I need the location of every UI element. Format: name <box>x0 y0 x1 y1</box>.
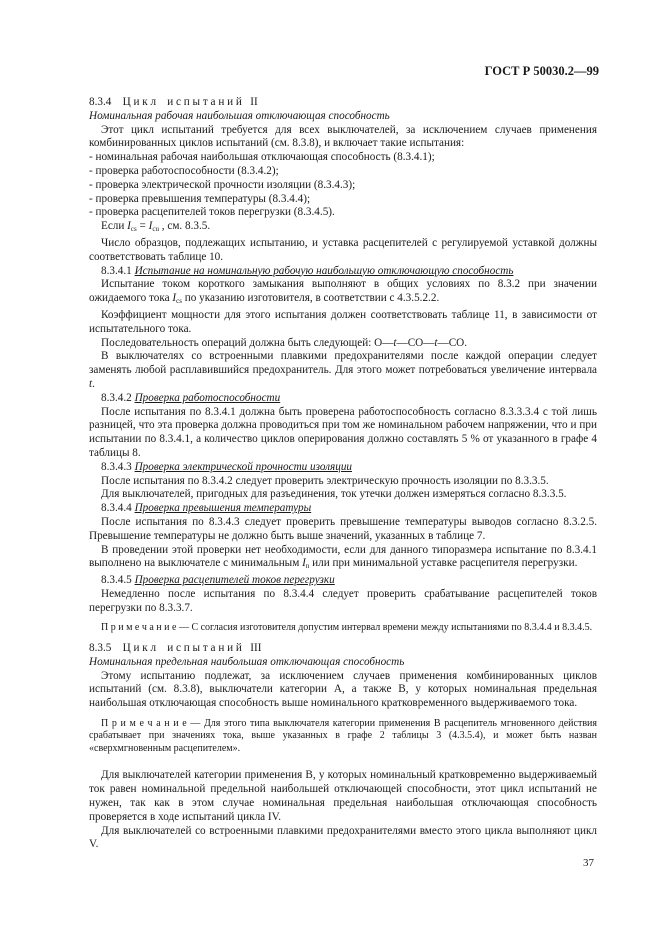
paragraph <box>89 350 597 391</box>
time-symbol: t <box>393 336 397 349</box>
list-item: - проверка превышения температуры (8.3.4.4); <box>89 192 311 205</box>
subsection-title: Проверка работоспособности <box>134 391 281 404</box>
section-heading-text: 8.3.5 Ц и к л и с п ы т а н и й III <box>89 641 262 654</box>
paragraph: Коэффициент мощности для этого испытания должен соответствовать таблице 11, в зависимости от испытательного тока. <box>89 308 597 335</box>
text-fragment: , см. 8.3.5. <box>159 220 211 233</box>
spacer <box>89 755 597 762</box>
paragraph: После испытания по 8.3.4.1 должна быть проверена работоспособность согласно 8.3.3.3.4 с той лишь разницей, что эта проверка должна проводиться при том же номинальном рабочем напряжении, что и при испытании по 8.3.4.1, а количество циклов оперирования должно составлять 5 % от указанного в графе 4 таблицы 8. <box>89 405 597 459</box>
spacer <box>89 711 597 718</box>
test-list <box>89 151 597 220</box>
text-fragment: —СО. <box>437 336 468 349</box>
text-fragment: = <box>136 220 149 233</box>
time-symbol: t <box>434 336 438 349</box>
list-item: - номинальная рабочая наибольшая отключающая способность (8.3.4.1); <box>89 151 435 164</box>
spacer <box>89 762 597 769</box>
paragraph-sequence <box>89 337 597 351</box>
section-heading-8-3-5 <box>89 642 597 656</box>
subsection-number: 8.3.4.1 <box>101 264 135 277</box>
note <box>89 718 597 756</box>
paragraph <box>89 278 597 309</box>
subsection-heading-8-3-4-5 <box>89 574 597 588</box>
list-item: - проверка расцепителей токов перегрузки (8.3.4.5). <box>89 206 335 219</box>
text-fragment: Испытание током короткого замыкания выполняют в общих условиях по 8.3.2 при значении ожидаемого тока <box>89 278 597 305</box>
list-item: - проверка работоспособности (8.3.4.2); <box>89 164 279 177</box>
note-text: — С согласия изготовителя допустим интервал времени между испытаниями по 8.3.4.4 и 8.3.4.5. <box>176 622 593 634</box>
subsection-heading-8-3-4-1 <box>89 265 597 279</box>
subsection-heading-8-3-4-4 <box>89 502 597 516</box>
text-fragment: В проведении этой проверки нет необходимости, если для данного типоразмера испытание по 8.3.4.1 выполнено на выключателе с минимальным <box>89 543 597 570</box>
subsection-title: Проверка превышения температуры <box>134 502 312 515</box>
paragraph-intro: Этот цикл испытаний требуется для всех выключателей, за исключением случаев применения комбинированных циклов испытаний (см. 8.3.8), и включает такие испытания: <box>89 123 597 150</box>
current-symbol: I <box>148 220 153 233</box>
text-fragment: . <box>92 377 95 390</box>
paragraph: Для выключателей со встроенными плавкими предохранителями вместо этого цикла выполняют цикл V. <box>89 824 597 851</box>
section-subtitle-8-3-5: Номинальная предельная наибольшая отключающая способность <box>89 655 405 668</box>
paragraph-chislo: Число образцов, подлежащих испытанию, и уставка расцепителей с регулируемой уставкой должны соответствовать таблице 10. <box>89 236 597 263</box>
text-fragment: по указанию изготовителя, в соответствии с 4.3.5.2.2. <box>181 292 440 305</box>
page-number: 37 <box>583 857 594 869</box>
spacer <box>89 615 597 622</box>
paragraph <box>89 544 597 575</box>
page-body <box>89 96 597 852</box>
section-heading-text: 8.3.4 Ц и к л и с п ы т а н и й II <box>89 96 258 108</box>
subsection-title: Испытание на номинальную рабочую наибольшую отключающую способность <box>134 264 514 277</box>
paragraph: Немедленно после испытания по 8.3.4.4 следует проверить срабатывание расцепителей токов перегрузки по 8.3.3.7. <box>89 587 597 614</box>
subsection-number: 8.3.4.2 <box>101 391 135 404</box>
text-fragment: или при минимальной уставке расцепителя перегрузки. <box>309 557 578 570</box>
subscript: n <box>305 562 310 571</box>
paragraph: После испытания по 8.3.4.3 следует проверить превышение температуры выводов согласно 8.3.2.5. Превышение температуры не должно быть выше значений, указанных в таблице 7. <box>89 515 597 542</box>
subsection-title: Проверка электрической прочности изоляции <box>134 460 353 473</box>
paragraph: Для выключателей, пригодных для разъединения, ток утечки должен измеряться согласно 8.3.3.5. <box>101 488 567 501</box>
subsection-number: 8.3.4.5 <box>101 574 135 587</box>
text-fragment: —СО— <box>396 336 435 349</box>
note-text: — Для этого типа выключателя категории применения В расцепитель мгновенного действия срабатывает при значениях тока, выше указанных в графе 2 таблицы 3 (4.3.5.4), и может быть назван «сверхмгновенным расцепителем». <box>89 717 597 754</box>
text-fragment: В выключателях со встроенными плавкими предохранителями после каждой операции следует заменять любой расплавившийся предохранитель. Для этого может потребоваться увеличение интервала <box>89 350 597 377</box>
list-item: - проверка электрической прочности изоляции (8.3.4.3); <box>89 178 356 191</box>
document-code-header: ГОСТ Р 50030.2—99 <box>484 64 599 78</box>
note-label: П р и м е ч а н и е <box>101 622 177 634</box>
current-symbol: I <box>127 220 131 233</box>
paragraph-esli <box>89 220 597 237</box>
section-heading-8-3-4 <box>89 96 597 110</box>
subscript: cs <box>130 225 137 234</box>
subsection-title: Проверка расцепителей токов перегрузки <box>134 574 335 587</box>
text-fragment: Если <box>101 220 128 233</box>
current-symbol: I <box>172 292 177 305</box>
paragraph: После испытания по 8.3.4.2 следует проверить электрическую прочность изоляции по 8.3.3.5. <box>101 474 549 487</box>
time-symbol: t <box>89 377 93 390</box>
paragraph: Этому испытанию подлежат, за исключением случаев применения комбинированных циклов испытаний (см. 8.3.8), выключатели категории А, а также В, у которых номинальная предельная наибольшая отключающая способность выше номинального кратковременного выдерживаемого тока. <box>89 669 597 710</box>
section-subtitle-8-3-4: Номинальная рабочая наибольшая отключающая способность <box>89 109 390 122</box>
current-symbol: I <box>302 557 306 570</box>
paragraph: Для выключателей категории применения В, у которых номинальный кратковременно выдерживаемый ток равен номинальной предельной наибольшей отключающей способности, этот цикл испытаний не нужен, так как в этом случае номинальная предельная наибольшая отключающая способность проверяется в ходе испытаний цикла IV. <box>89 769 597 823</box>
subsection-number: 8.3.4.3 <box>101 460 135 473</box>
subscript: cs <box>176 297 182 306</box>
text-fragment: Последовательность операций должна быть следующей: О— <box>101 336 394 349</box>
subsection-heading-8-3-4-2 <box>89 392 597 406</box>
subsection-heading-8-3-4-3 <box>89 461 597 475</box>
note-label: П р и м е ч а н и е <box>101 717 187 729</box>
note <box>89 622 597 635</box>
subscript: cu <box>152 225 159 234</box>
subsection-number: 8.3.4.4 <box>101 502 135 515</box>
spacer <box>89 635 597 642</box>
